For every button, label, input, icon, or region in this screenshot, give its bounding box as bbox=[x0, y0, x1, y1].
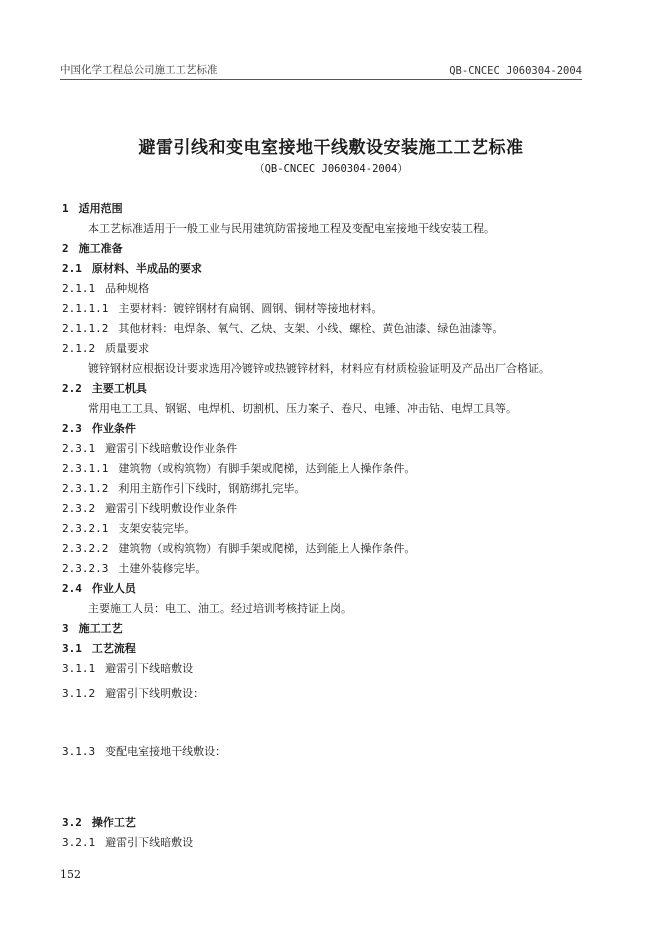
section-number: 2.4 bbox=[62, 582, 82, 595]
section-heading bbox=[62, 562, 206, 576]
body-paragraph bbox=[88, 362, 550, 376]
section-heading bbox=[62, 302, 382, 316]
section-number: 2.3.2.2 bbox=[62, 542, 109, 555]
section-heading bbox=[62, 642, 136, 656]
section-heading bbox=[62, 687, 204, 701]
section-heading bbox=[62, 836, 193, 850]
section-number: 3.1.1 bbox=[62, 662, 96, 675]
section-number: 2.1.1 bbox=[62, 282, 96, 295]
section-number: 3.1.2 bbox=[62, 687, 96, 700]
section-heading bbox=[62, 482, 305, 496]
line-text: 避雷引下线明敷设作业条件 bbox=[105, 502, 238, 515]
line-text: 主要施工人员：电工、油工。经过培训考核持证上岗。 bbox=[88, 602, 352, 615]
section-heading bbox=[62, 202, 123, 216]
section-heading bbox=[62, 282, 149, 296]
line-text: 变配电室接地干线敷设： bbox=[105, 745, 227, 758]
body-paragraph bbox=[88, 602, 352, 616]
line-text: 其他材料：电焊条、氧气、乙炔、支架、小线、螺栓、黄色油漆、绿色油漆等。 bbox=[118, 322, 504, 335]
line-text: 品种规格 bbox=[105, 282, 150, 295]
section-number: 2.3.2 bbox=[62, 502, 96, 515]
section-heading bbox=[62, 622, 123, 636]
line-text: 避雷引下线暗敷设 bbox=[105, 836, 194, 849]
section-heading bbox=[62, 462, 415, 476]
section-heading bbox=[62, 522, 195, 536]
line-text: 利用主筋作引下线时，钢筋绑扎完毕。 bbox=[118, 482, 306, 495]
line-text: 避雷引下线暗敷设 bbox=[105, 662, 194, 675]
section-number: 2.1 bbox=[62, 262, 82, 275]
line-text: 主要材料：镀锌钢材有扁钢、圆钢、铜材等接地材料。 bbox=[118, 302, 383, 315]
line-text: 施工工艺 bbox=[78, 622, 123, 635]
section-heading bbox=[62, 422, 136, 436]
header-divider bbox=[60, 79, 582, 80]
section-number: 3.1 bbox=[62, 642, 82, 655]
section-number: 3 bbox=[62, 622, 69, 635]
section-number: 2.1.2 bbox=[62, 342, 96, 355]
section-heading bbox=[62, 502, 237, 516]
section-heading bbox=[62, 382, 147, 396]
section-number: 2.3 bbox=[62, 422, 82, 435]
section-number: 2.3.1.1 bbox=[62, 462, 109, 475]
section-number: 2.1.1.1 bbox=[62, 302, 109, 315]
line-text: 质量要求 bbox=[105, 342, 150, 355]
section-heading bbox=[62, 342, 149, 356]
line-text: 作业人员 bbox=[91, 582, 136, 595]
line-text: 建筑物（或构筑物）有脚手架或爬梯，达到能上人操作条件。 bbox=[118, 462, 416, 475]
line-text: 主要工机具 bbox=[91, 382, 147, 395]
section-number: 3.1.3 bbox=[62, 745, 96, 758]
line-text: 操作工艺 bbox=[91, 816, 136, 829]
running-header bbox=[60, 62, 582, 77]
section-number: 2.3.1 bbox=[62, 442, 96, 455]
section-number: 2.2 bbox=[62, 382, 82, 395]
line-text: 避雷引下线暗敷设作业条件 bbox=[105, 442, 238, 455]
section-heading bbox=[62, 242, 123, 256]
section-heading bbox=[62, 582, 136, 596]
section-number: 2.3.2.3 bbox=[62, 562, 109, 575]
document-title: 避雷引线和变电室接地干线敷设安装施工工艺标准 bbox=[138, 138, 524, 158]
line-text: 避雷引下线明敷设： bbox=[105, 687, 205, 700]
section-heading bbox=[62, 816, 136, 830]
line-text: 工艺流程 bbox=[91, 642, 136, 655]
line-text: 原材料、半成品的要求 bbox=[91, 262, 202, 275]
line-text: 常用电工工具、钢锯、电焊机、切割机、压力案子、卷尺、电锤、冲击钻、电焊工具等。 bbox=[88, 402, 517, 415]
document-code: （QB-CNCEC J060304-2004） bbox=[254, 163, 408, 175]
line-text: 适用范围 bbox=[78, 202, 123, 215]
header-left-text: 中国化学工程总公司施工工艺标准 bbox=[60, 64, 218, 76]
line-text: 本工艺标准适用于一般工业与民用建筑防雷接地工程及变配电室接地干线安装工程。 bbox=[88, 222, 495, 235]
line-text: 土建外装修完毕。 bbox=[118, 562, 207, 575]
line-text: 镀锌钢材应根据设计要求选用冷镀锌或热镀锌材料，材料应有材质检验证明及产品出厂合格证。 bbox=[88, 362, 550, 375]
body-paragraph bbox=[88, 402, 517, 416]
section-number: 1 bbox=[62, 202, 69, 215]
line-text: 施工准备 bbox=[78, 242, 123, 255]
section-number: 2 bbox=[62, 242, 69, 255]
section-heading bbox=[62, 745, 226, 759]
section-number: 3.2 bbox=[62, 816, 82, 829]
section-heading bbox=[62, 542, 415, 556]
section-heading bbox=[62, 662, 193, 676]
section-number: 3.2.1 bbox=[62, 836, 96, 849]
line-text: 作业条件 bbox=[91, 422, 136, 435]
section-number: 2.3.2.1 bbox=[62, 522, 109, 535]
section-number: 2.1.1.2 bbox=[62, 322, 109, 335]
line-text: 支架安装完毕。 bbox=[118, 522, 196, 535]
line-text: 建筑物（或构筑物）有脚手架或爬梯，达到能上人操作条件。 bbox=[118, 542, 416, 555]
page-number: 152 bbox=[60, 868, 81, 881]
section-number: 2.3.1.2 bbox=[62, 482, 109, 495]
section-heading bbox=[62, 262, 202, 276]
section-heading bbox=[62, 322, 503, 336]
header-right-code: QB-CNCEC J060304-2004 bbox=[449, 65, 582, 77]
body-paragraph bbox=[88, 222, 495, 236]
section-heading bbox=[62, 442, 237, 456]
